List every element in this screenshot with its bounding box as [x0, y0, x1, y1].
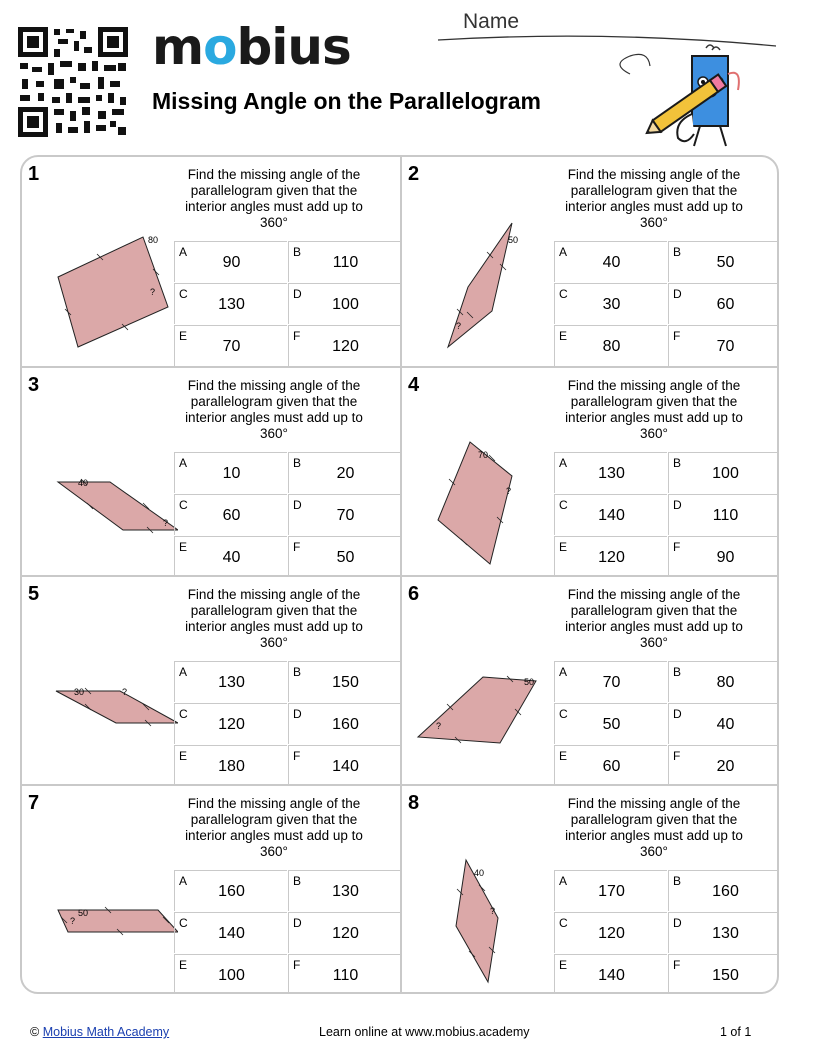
parallelogram-shape [28, 187, 178, 362]
unknown-angle-label: ? [70, 916, 76, 926]
answer-option-e[interactable] [554, 745, 667, 786]
parallelogram-shape [408, 398, 558, 573]
given-angle-label: 40 [78, 478, 89, 488]
option-value: 40 [602, 254, 621, 271]
option-value: 130 [712, 925, 739, 942]
footer-page-number: 1 of 1 [720, 1025, 752, 1039]
answer-option-f[interactable] [288, 954, 401, 994]
option-letter: D [673, 498, 682, 512]
option-value: 40 [716, 716, 735, 733]
answer-options [554, 870, 779, 994]
option-value: 110 [332, 254, 359, 271]
answer-option-a[interactable] [174, 661, 287, 702]
answer-option-f[interactable] [668, 745, 779, 786]
option-letter: A [179, 665, 188, 679]
option-value: 120 [332, 338, 359, 355]
answer-option-f[interactable] [668, 536, 779, 577]
parallelogram-polygon [58, 482, 178, 530]
problem-card [402, 157, 779, 366]
option-value: 160 [712, 883, 739, 900]
answer-option-d[interactable] [288, 494, 401, 535]
answer-option-c[interactable] [554, 703, 667, 744]
option-value: 70 [222, 338, 241, 355]
option-letter: F [293, 540, 301, 554]
option-value: 100 [218, 967, 245, 984]
option-value: 40 [222, 549, 241, 566]
option-value: 110 [332, 967, 359, 984]
question-text: Find the missing angle of the parallelogram given that the interior angles must add up to 360° [565, 378, 743, 441]
option-value: 100 [332, 296, 359, 313]
option-value: 70 [716, 338, 735, 355]
answer-option-a[interactable] [554, 661, 667, 702]
option-letter: C [559, 916, 568, 930]
parallelogram-shape [28, 398, 178, 573]
question-text: Find the missing angle of the parallelogram given that the interior angles must add up to 360° [185, 378, 363, 441]
answer-options [174, 870, 401, 994]
unknown-angle-label: ? [163, 518, 169, 528]
answer-option-d[interactable] [668, 703, 779, 744]
answer-options [174, 661, 401, 786]
option-value: 180 [218, 758, 245, 775]
option-value: 130 [218, 296, 245, 313]
answer-option-f[interactable] [288, 325, 401, 366]
option-letter: A [179, 874, 188, 888]
problem-number: 7 [28, 792, 40, 814]
option-letter: F [673, 958, 681, 972]
answer-option-e[interactable] [554, 536, 667, 577]
option-letter: A [559, 245, 568, 259]
answer-option-e[interactable] [554, 325, 667, 366]
option-letter: C [179, 707, 188, 721]
page-title: Missing Angle on the Parallelogram [152, 88, 541, 114]
answer-option-b[interactable] [288, 661, 401, 702]
problem-number: 5 [28, 583, 40, 605]
name-label: Name [463, 10, 520, 33]
answer-option-a[interactable] [174, 241, 287, 282]
option-letter: B [673, 874, 682, 888]
option-value: 90 [716, 549, 735, 566]
parallelogram-shape [408, 187, 558, 362]
option-value: 170 [598, 883, 625, 900]
option-letter: F [673, 329, 681, 343]
answer-option-b[interactable] [668, 241, 779, 282]
given-angle-label: 30 [74, 687, 85, 697]
footer-copyright: © Mobius Math Academy [30, 1025, 170, 1039]
problem-number: 1 [28, 163, 40, 185]
parallelogram-polygon [418, 677, 536, 743]
parallelogram-shape [408, 816, 558, 991]
answer-option-a[interactable] [174, 870, 287, 911]
parallelogram-shape [28, 607, 178, 782]
option-value: 120 [598, 549, 625, 566]
answer-option-c[interactable] [554, 283, 667, 324]
answer-option-e[interactable] [174, 536, 287, 577]
answer-option-a[interactable] [174, 452, 287, 493]
unknown-angle-label: ? [436, 721, 442, 731]
option-value: 10 [222, 465, 241, 482]
unknown-angle-label: ? [150, 287, 156, 297]
option-value: 120 [218, 716, 245, 733]
option-value: 60 [602, 758, 621, 775]
answer-options [554, 452, 779, 577]
answer-options [174, 452, 401, 577]
unknown-angle-label: ? [490, 906, 496, 916]
option-value: 50 [336, 549, 355, 566]
option-letter: B [673, 665, 682, 679]
question-text: Find the missing angle of the parallelogram given that the interior angles must add up to 360° [565, 587, 743, 650]
problem-number: 3 [28, 374, 40, 396]
option-value: 20 [336, 465, 355, 482]
parallelogram-polygon [456, 860, 498, 982]
problem-card [22, 577, 401, 786]
mobius-academy-link[interactable]: Mobius Math Academy [42, 1025, 170, 1039]
option-letter: F [673, 749, 681, 763]
option-letter: B [673, 456, 682, 470]
answer-option-c[interactable] [174, 703, 287, 744]
option-letter: D [673, 287, 682, 301]
answer-option-b[interactable] [668, 452, 779, 493]
option-letter: B [673, 245, 682, 259]
option-value: 70 [602, 674, 621, 691]
option-value: 100 [712, 465, 739, 482]
answer-option-f[interactable] [668, 954, 779, 994]
problem-number: 8 [408, 792, 420, 814]
answer-option-c[interactable] [174, 912, 287, 953]
option-letter: F [293, 749, 301, 763]
option-letter: B [293, 874, 302, 888]
unknown-angle-label: ? [506, 486, 512, 496]
option-letter: E [559, 329, 568, 343]
problem-card [402, 786, 779, 994]
option-value: 120 [598, 925, 625, 942]
option-value: 130 [218, 674, 245, 691]
answer-option-e[interactable] [174, 954, 287, 994]
option-value: 30 [602, 296, 621, 313]
option-value: 60 [222, 507, 241, 524]
answer-option-c[interactable] [174, 494, 287, 535]
given-angle-label: 40 [474, 868, 485, 878]
footer-center-text: Learn online at www.mobius.academy [319, 1025, 530, 1039]
answer-option-a[interactable] [554, 870, 667, 911]
option-letter: D [293, 707, 302, 721]
answer-option-d[interactable] [668, 912, 779, 953]
option-letter: E [179, 329, 188, 343]
problem-card [22, 157, 401, 366]
option-letter: F [293, 329, 301, 343]
parallelogram-shape [408, 607, 558, 782]
option-letter: F [673, 540, 681, 554]
option-value: 50 [716, 254, 735, 271]
given-angle-label: 70 [478, 450, 489, 460]
answer-option-f[interactable] [288, 536, 401, 577]
option-letter: B [293, 245, 302, 259]
option-letter: C [179, 287, 188, 301]
option-letter: D [293, 916, 302, 930]
option-value: 60 [716, 296, 735, 313]
answer-option-d[interactable] [668, 494, 779, 535]
option-letter: D [673, 707, 682, 721]
option-value: 140 [332, 758, 359, 775]
option-letter: F [293, 958, 301, 972]
option-value: 160 [218, 883, 245, 900]
option-letter: E [179, 540, 188, 554]
answer-option-c[interactable] [174, 283, 287, 324]
option-value: 140 [218, 925, 245, 942]
answer-option-b[interactable] [288, 241, 401, 282]
option-letter: B [293, 456, 302, 470]
option-letter: E [559, 749, 568, 763]
option-value: 20 [716, 758, 735, 775]
question-text: Find the missing angle of the parallelogram given that the interior angles must add up to 360° [185, 167, 363, 230]
answer-option-b[interactable] [288, 870, 401, 911]
answer-options [554, 241, 779, 366]
problem-card [402, 577, 779, 786]
problem-card [402, 368, 779, 577]
option-value: 130 [332, 883, 359, 900]
problem-grid [20, 155, 779, 994]
option-value: 70 [336, 507, 355, 524]
option-letter: A [179, 456, 188, 470]
answer-option-e[interactable] [554, 954, 667, 994]
unknown-angle-label: ? [456, 321, 462, 331]
option-value: 80 [716, 674, 735, 691]
option-letter: C [559, 707, 568, 721]
parallelogram-shape [28, 816, 178, 991]
answer-options [554, 661, 779, 786]
option-value: 130 [598, 465, 625, 482]
answer-option-f[interactable] [288, 745, 401, 786]
answer-option-e[interactable] [174, 745, 287, 786]
question-text: Find the missing angle of the parallelogram given that the interior angles must add up to 360° [565, 796, 743, 859]
option-value: 160 [332, 716, 359, 733]
answer-option-e[interactable] [174, 325, 287, 366]
option-value: 50 [602, 716, 621, 733]
option-letter: D [673, 916, 682, 930]
answer-options [174, 241, 401, 366]
option-letter: A [559, 874, 568, 888]
option-letter: C [179, 916, 188, 930]
problem-number: 2 [408, 163, 420, 185]
answer-option-d[interactable] [288, 912, 401, 953]
option-letter: E [179, 749, 188, 763]
problem-number: 4 [408, 374, 420, 396]
answer-option-d[interactable] [288, 283, 401, 324]
answer-option-b[interactable] [668, 661, 779, 702]
given-angle-label: 50 [508, 235, 519, 245]
question-text: Find the missing angle of the parallelogram given that the interior angles must add up to 360° [185, 587, 363, 650]
option-value: 150 [332, 674, 359, 691]
answer-option-b[interactable] [668, 870, 779, 911]
option-letter: D [293, 287, 302, 301]
option-value: 120 [332, 925, 359, 942]
parallelogram-polygon [438, 442, 512, 564]
question-text: Find the missing angle of the parallelogram given that the interior angles must add up to 360° [565, 167, 743, 230]
problem-number: 6 [408, 583, 420, 605]
qr-code-icon [18, 27, 128, 137]
question-text: Find the missing angle of the parallelogram given that the interior angles must add up to 360° [185, 796, 363, 859]
option-value: 80 [602, 338, 621, 355]
option-letter: A [179, 245, 188, 259]
option-letter: C [559, 287, 568, 301]
unknown-angle-label: ? [122, 687, 128, 697]
option-letter: A [559, 456, 568, 470]
answer-option-f[interactable] [668, 325, 779, 366]
parallelogram-polygon [58, 910, 178, 932]
answer-option-d[interactable] [288, 703, 401, 744]
answer-option-a[interactable] [554, 452, 667, 493]
option-letter: B [293, 665, 302, 679]
mobius-logo: mobius [152, 18, 351, 76]
option-value: 140 [598, 967, 625, 984]
mascot-pencil-icon [610, 44, 750, 154]
option-value: 90 [222, 254, 241, 271]
option-letter: E [559, 540, 568, 554]
answer-option-a[interactable] [554, 241, 667, 282]
problem-card [22, 786, 401, 994]
option-letter: C [559, 498, 568, 512]
option-letter: E [179, 958, 188, 972]
answer-option-c[interactable] [554, 912, 667, 953]
answer-option-b[interactable] [288, 452, 401, 493]
option-letter: D [293, 498, 302, 512]
given-angle-label: 80 [148, 235, 159, 245]
option-letter: A [559, 665, 568, 679]
answer-option-c[interactable] [554, 494, 667, 535]
answer-option-d[interactable] [668, 283, 779, 324]
option-value: 140 [598, 507, 625, 524]
option-letter: C [179, 498, 188, 512]
option-value: 110 [712, 507, 739, 524]
option-value: 150 [712, 967, 739, 984]
problem-card [22, 368, 401, 577]
option-letter: E [559, 958, 568, 972]
given-angle-label: 50 [78, 908, 89, 918]
given-angle-label: 50 [524, 677, 535, 687]
